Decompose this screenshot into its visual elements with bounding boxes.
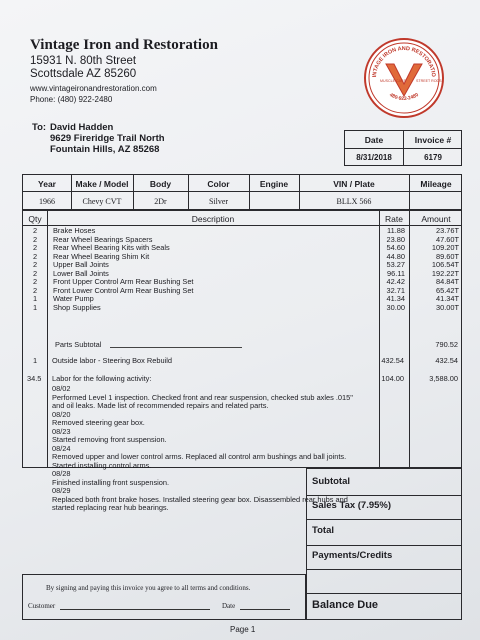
item-description: Brake Hoses (53, 226, 96, 235)
item-rate: 42.42 (386, 277, 405, 286)
item-rate: 96.11 (387, 268, 405, 278)
labor-note-line: 08/23 (52, 426, 71, 436)
labor-note-line: 08/28 (52, 469, 71, 478)
logo-phone-text: 480-922-2480 (388, 92, 420, 103)
date-signature-label: Date (222, 602, 236, 610)
labor-note-line: 08/29 (52, 486, 71, 495)
item-rate: 23.80 (386, 234, 405, 244)
item-rate: 54.60 (386, 243, 405, 252)
signature-box (22, 574, 306, 620)
vehicle-header-color: Color (207, 179, 230, 189)
items-table (22, 210, 462, 468)
totals-box (306, 468, 462, 620)
item-description: Upper Ball Joints (53, 260, 109, 269)
invoice-info-box (344, 130, 462, 166)
item-qty: 2 (33, 226, 38, 235)
vehicle-header-make: Make / Model (75, 179, 129, 189)
labor-note-line: started replacing rear hub bearings. (52, 503, 169, 512)
company-website: www.vintageironandrestoration.com (30, 84, 157, 93)
item-rate: 53.27 (386, 260, 405, 269)
outside-labor-rate: 432.54 (381, 356, 404, 365)
item-rate: 30.00 (386, 302, 405, 312)
item-amount: 89.60T (435, 251, 459, 261)
customer-name: David Hadden (50, 122, 114, 133)
labor-note-line: Finished installing front suspension. (52, 477, 170, 487)
vehicle-year: 1966 (39, 197, 55, 206)
item-qty: 2 (33, 268, 38, 278)
company-logo (364, 38, 444, 118)
items-header-qty: Qty (28, 214, 42, 224)
vehicle-header-engine: Engine (259, 179, 289, 189)
sales-tax-label: Sales Tax (7.95%) (312, 500, 392, 511)
labor-rate: 104.00 (381, 374, 404, 383)
logo-left-text: MUSCLE CARS (380, 79, 406, 83)
labor-note-line: Replaced both front brake hoses. Installed steering gear box. Disassembled rear hubs and (52, 494, 348, 504)
parts-subtotal-amount: 790.52 (435, 340, 458, 349)
bill-to-label: To: (32, 122, 47, 133)
item-rate: 11.88 (387, 226, 405, 235)
item-description: Rear Wheel Bearing Kits with Seals (53, 243, 170, 252)
item-description: Water Pump (53, 294, 94, 303)
labor-note-line: 08/02 (52, 384, 71, 393)
vehicle-body: 2Dr (154, 197, 167, 206)
item-description: Rear Wheel Bearing Shim Kit (53, 251, 150, 261)
item-amount: 192.22T (431, 268, 459, 278)
item-description: Front Lower Control Arm Rear Bushing Set (53, 285, 194, 295)
company-city: Scottsdale AZ 85260 (30, 68, 137, 80)
invoice-number: 6179 (424, 153, 442, 162)
vehicle-color: Silver (208, 197, 229, 206)
parts-subtotal-line (110, 347, 242, 348)
svg-text:VINTAGE IRON AND RESTORATION (366, 40, 436, 78)
logo-top-text: INTAGE IRON AND RESTORATIO (372, 45, 437, 78)
labor-note-line: Removed upper and lower control arms. Replaced all control arm bushings and ball joints. (52, 452, 347, 461)
customer-city: Fountain Hills, AZ 85268 (50, 144, 160, 155)
items-header-rate: Rate (385, 214, 403, 224)
item-amount: 30.00T (435, 302, 459, 312)
vehicle-vin: BLLX 566 (336, 197, 372, 206)
item-amount: 106.54T (431, 260, 459, 269)
outside-labor-desc: Outside labor - Steering Box Rebuild (52, 356, 172, 365)
total-label: Total (312, 525, 334, 536)
labor-note-line: and oil leaks. Made list of recommended repairs and related parts. (52, 401, 269, 410)
item-rate: 41.34 (386, 294, 405, 303)
company-street: 15931 N. 80th Street (30, 55, 137, 67)
labor-title: Labor for the following activity: (52, 374, 152, 383)
item-rate: 32.71 (386, 285, 405, 295)
labor-note-line: 08/20 (52, 409, 71, 419)
parts-subtotal-label: Parts Subtotal (55, 340, 102, 349)
item-amount: 109.20T (431, 243, 459, 252)
customer-signature-line (60, 609, 210, 610)
item-amount: 47.60T (435, 234, 459, 244)
item-description: Shop Supplies (53, 302, 101, 312)
labor-qty: 34.5 (27, 374, 42, 383)
labor-note-line: Started installing control arms. (52, 460, 152, 470)
vehicle-make: Chevy CVT (82, 197, 122, 206)
date-label: Date (364, 135, 384, 145)
vehicle-table (22, 174, 462, 210)
invoice-date: 8/31/2018 (356, 153, 392, 162)
outside-labor-qty: 1 (33, 356, 38, 365)
item-qty: 1 (33, 302, 38, 312)
vehicle-header-mileage: Mileage (420, 179, 452, 189)
item-amount: 65.42T (435, 285, 459, 295)
logo-right-text: STREET RODS (416, 79, 442, 83)
agreement-text: By signing and paying this invoice you agree to all terms and conditions. (46, 584, 251, 592)
items-header-amount: Amount (421, 214, 451, 224)
outside-labor-amount: 432.54 (435, 356, 458, 365)
item-amount: 41.34T (435, 294, 459, 303)
labor-note-line: Performed Level 1 inspection. Checked front and rear suspension, checked stub axles .015" (52, 392, 353, 402)
company-phone: Phone: (480) 922-2480 (30, 95, 113, 104)
item-qty: 2 (33, 243, 38, 252)
vehicle-header-vin: VIN / Plate (333, 179, 375, 189)
payments-credits-label: Payments/Credits (312, 550, 393, 561)
labor-note-line: Started removing front suspension. (52, 435, 167, 444)
item-amount: 23.76T (435, 226, 459, 235)
date-signature-line (240, 609, 290, 610)
labor-note-line: Removed steering gear box. (52, 418, 145, 427)
item-description: Rear Wheel Bearings Spacers (53, 234, 153, 244)
customer-street: 9629 Fireridge Trail North (50, 133, 165, 144)
item-qty: 2 (33, 277, 38, 286)
item-qty: 2 (33, 260, 38, 269)
item-description: Lower Ball Joints (53, 268, 109, 278)
balance-due-label: Balance Due (312, 599, 379, 611)
item-description: Front Upper Control Arm Rear Bushing Set (53, 277, 194, 286)
labor-amount: 3,588.00 (429, 374, 458, 383)
item-qty: 2 (33, 251, 38, 261)
item-qty: 2 (33, 234, 38, 244)
item-qty: 1 (33, 294, 38, 303)
items-header-description: Description (191, 214, 235, 224)
subtotal-label: Subtotal (312, 476, 350, 487)
item-amount: 84.84T (435, 277, 459, 286)
page-number: Page 1 (230, 625, 256, 634)
item-rate: 44.80 (386, 251, 405, 261)
invoice-number-label: Invoice # (414, 135, 452, 145)
vehicle-header-body: Body (149, 179, 172, 189)
labor-note-line: 08/24 (52, 443, 71, 453)
item-qty: 2 (33, 285, 38, 295)
customer-signature-label: Customer (28, 602, 56, 610)
company-name: Vintage Iron and Restoration (30, 37, 218, 53)
vehicle-header-year: Year (38, 179, 56, 189)
